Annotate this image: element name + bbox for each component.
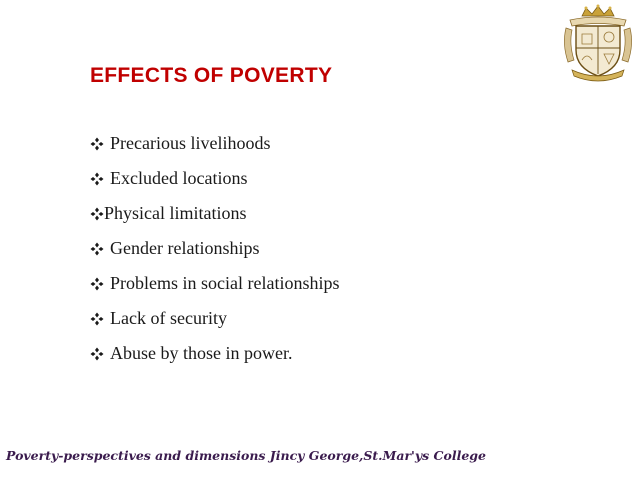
diamond-bullet-icon <box>90 277 104 291</box>
bullet-list <box>90 126 339 371</box>
list-item <box>90 301 339 336</box>
slide-title: EFFECTS OF POVERTY <box>90 64 333 87</box>
bullet-text: Abuse by those in power. <box>110 343 293 363</box>
diamond-bullet-icon <box>90 242 104 256</box>
list-item <box>90 336 339 371</box>
bullet-text: Physical limitations <box>104 203 247 223</box>
bullet-text: Problems in social relationships <box>110 273 340 293</box>
list-item <box>90 196 339 231</box>
list-item <box>90 161 339 196</box>
college-crest-icon <box>560 4 636 82</box>
diamond-bullet-icon <box>90 137 104 151</box>
list-item <box>90 126 339 161</box>
list-item <box>90 231 339 266</box>
slide-footer: Poverty-perspectives and dimensions Jincy George,St.Mar'ys College <box>6 448 486 463</box>
bullet-text: Gender relationships <box>110 238 260 258</box>
diamond-bullet-icon <box>90 172 104 186</box>
diamond-bullet-icon <box>90 207 104 221</box>
diamond-bullet-icon <box>90 347 104 361</box>
diamond-bullet-icon <box>90 312 104 326</box>
bullet-text: Lack of security <box>110 308 227 328</box>
bullet-text: Excluded locations <box>110 168 248 188</box>
list-item <box>90 266 339 301</box>
bullet-text: Precarious livelihoods <box>110 133 271 153</box>
